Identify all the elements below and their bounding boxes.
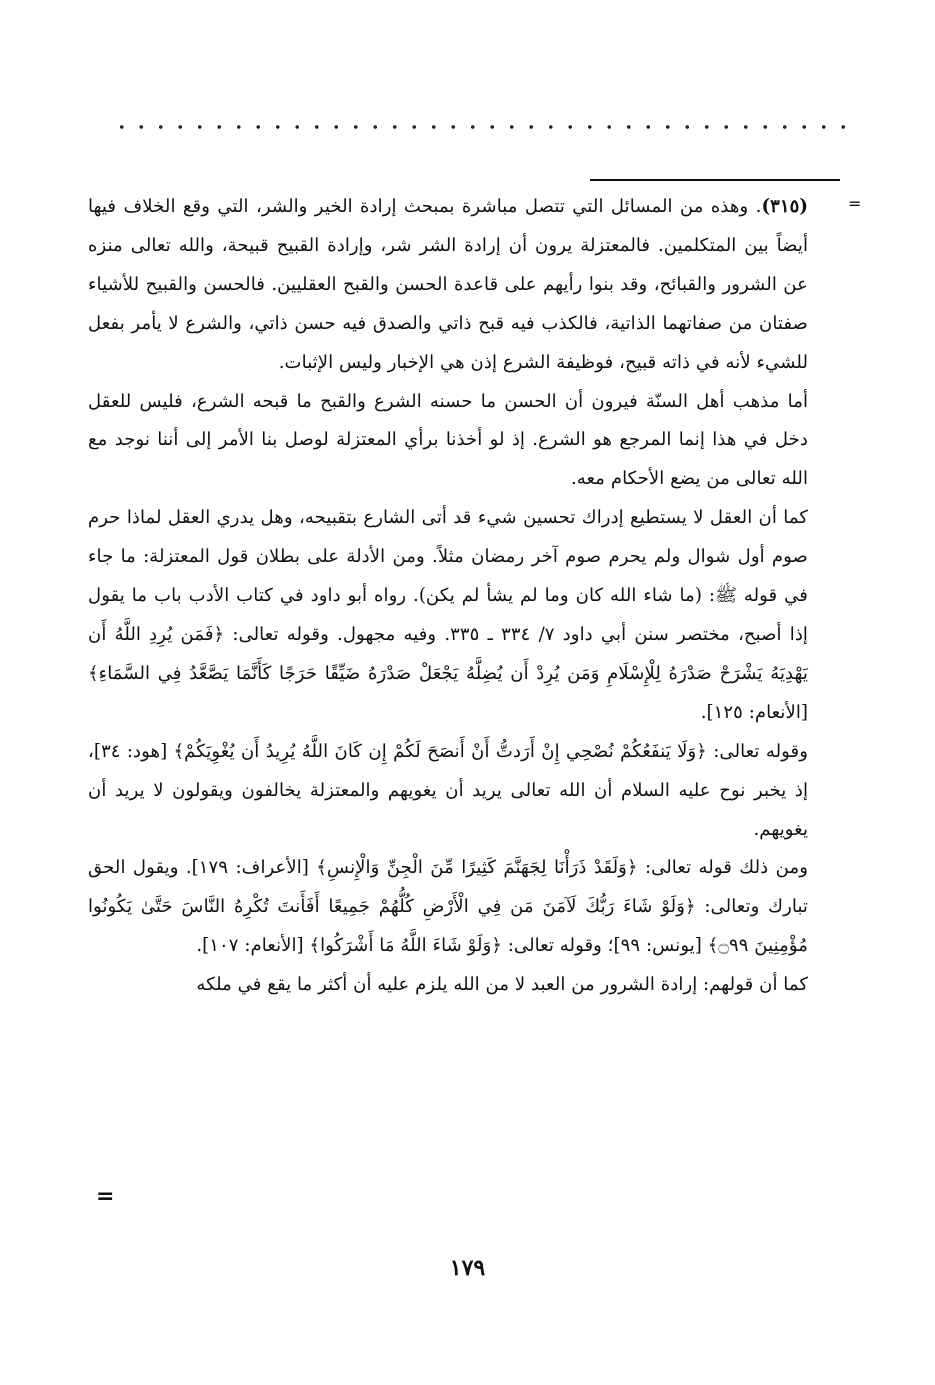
continuation-marker-start: = bbox=[848, 194, 862, 213]
footnote-number: (٣١٥) bbox=[761, 196, 808, 217]
continuation-marker-end: = bbox=[96, 1184, 115, 1209]
footnote-paragraph-6: كما أن قولهم: إرادة الشرور من العبد لا من الله يلزم عليه أن أكثر ما يقع في ملكه bbox=[196, 974, 808, 996]
footnote-rule bbox=[590, 179, 840, 181]
footnote-paragraph-4: وقوله تعالى: ﴿وَلَا يَنفَعُكُمْ نُصْحِي إِنْ أَرَدتُّ أَنْ أَنصَحَ لَكُمْ إِن كَانَ اللَّهُ يُرِيدُ أَن يُغْوِيَكُمْ﴾ [هود: ٣٤]، إذ يخبر نوح عليه السلام أن الله تعالى يريد أن يغويهم والمعتزلة يخالفون ويقولون لا يريد أن يغويهم. bbox=[88, 740, 808, 840]
footnote-paragraph-3: كما أن العقل لا يستطيع إدراك تحسين شيء قد أتى الشارع بتقبيحه، وهل يدري العقل لماذا حرم صوم أول شوال ولم يحرم صوم آخر رمضان مثلاً. ومن الأدلة على بطلان قول المعتزلة: ما جاء في قوله ﷺ: (ما شاء الله كان وما لم يشأ لم يكن). رواه أبو داود في كتاب الأدب باب ما يقول إذا أصبح، مختصر سنن أبي داود ٧/ ٣٣٤ ـ ٣٣٥. وفيه مجهول. وقوله تعالى: ﴿فَمَن يُرِدِ اللَّهُ أَن يَهْدِيَهُ يَشْرَحْ صَدْرَهُ لِلْإِسْلَامِ وَمَن يُرِدْ أَن يُضِلَّهُ يَجْعَلْ صَدْرَهُ ضَيِّقًا حَرَجًا كَأَنَّمَا يَصَّعَّدُ فِي السَّمَاءِ﴾ [الأنعام: ١٢٥]. bbox=[88, 507, 808, 723]
footnote-paragraph-1: (٣١٥). وهذه من المسائل التي تتصل مباشرة بمبحث إرادة الخير والشر، التي وقع الخلاف فيها أيضاً بين المتكلمين. فالمعتزلة يرون أن إرادة الشر شر، وإرادة القبيح قبيحة، والله تعالى منزه عن الشرور والقبائح، وقد بنوا رأيهم على قاعدة الحسن والقبح العقليين. فالحسن والقبيح للأشياء صفتان من صفاتهما الذاتية، فالكذب فيه قبح ذاتي والصدق فيه حسن ذاتي، والشرع لا يأمر بفعل للشيء لأنه في ذاته قبيح، فوظيفة الشرع إذن هي الإخبار وليس الإثبات. bbox=[88, 196, 808, 373]
footnote-paragraph-2: أما مذهب أهل السنّة فيرون أن الحسن ما حسنه الشرع والقبح ما قبحه الشرع، فليس للعقل دخل في هذا إنما المرجع هو الشرع. إذ لو أخذنا برأي المعتزلة لوصل بنا الأمر إلى أننا نوجد مع الله تعالى من يضع الأحكام معه. bbox=[88, 390, 808, 490]
footnote-paragraph-5: ومن ذلك قوله تعالى: ﴿وَلَقَدْ ذَرَأْنَا لِجَهَنَّمَ كَثِيرًا مِّنَ الْجِنِّ وَالْإِنسِ﴾ [الأعراف: ١٧٩]. ويقول الحق تبارك وتعالى: ﴿وَلَوْ شَاءَ رَبُّكَ لَآمَنَ مَن فِي الْأَرْضِ كُلُّهُمْ جَمِيعًا أَفَأَنتَ تُكْرِهُ النَّاسَ حَتَّىٰ يَكُونُوا مُؤْمِنِينَ ۝٩٩﴾ [يونس: ٩٩]؛ وقوله تعالى: ﴿وَلَوْ شَاءَ اللَّهُ مَا أَشْرَكُوا﴾ [الأنعام: ١٠٧]. bbox=[88, 857, 808, 957]
footnote-paragraph-1-text: وهذه من المسائل التي تتصل مباشرة بمبحث إرادة الخير والشر، التي وقع الخلاف فيها أيضاً بين المتكلمين. فالمعتزلة يرون أن إرادة الشر شر، وإرادة القبيح قبيحة، والله تعالى منزه عن الشرور والقبائح، وقد بنوا رأيهم على قاعدة الحسن والقبح العقليين. فالحسن والقبيح للأشياء صفتان من صفاتهما الذاتية، فالكذب فيه قبح ذاتي والصدق فيه حسن ذاتي، والشرع لا يأمر بفعل للشيء لأنه في ذاته قبيح، فوظيفة الشرع إذن هي الإخبار وليس الإثبات. bbox=[88, 196, 808, 373]
dotted-separator bbox=[112, 122, 847, 132]
page-number: ١٧٩ bbox=[449, 1255, 486, 1281]
footnote-text bbox=[88, 188, 808, 1005]
